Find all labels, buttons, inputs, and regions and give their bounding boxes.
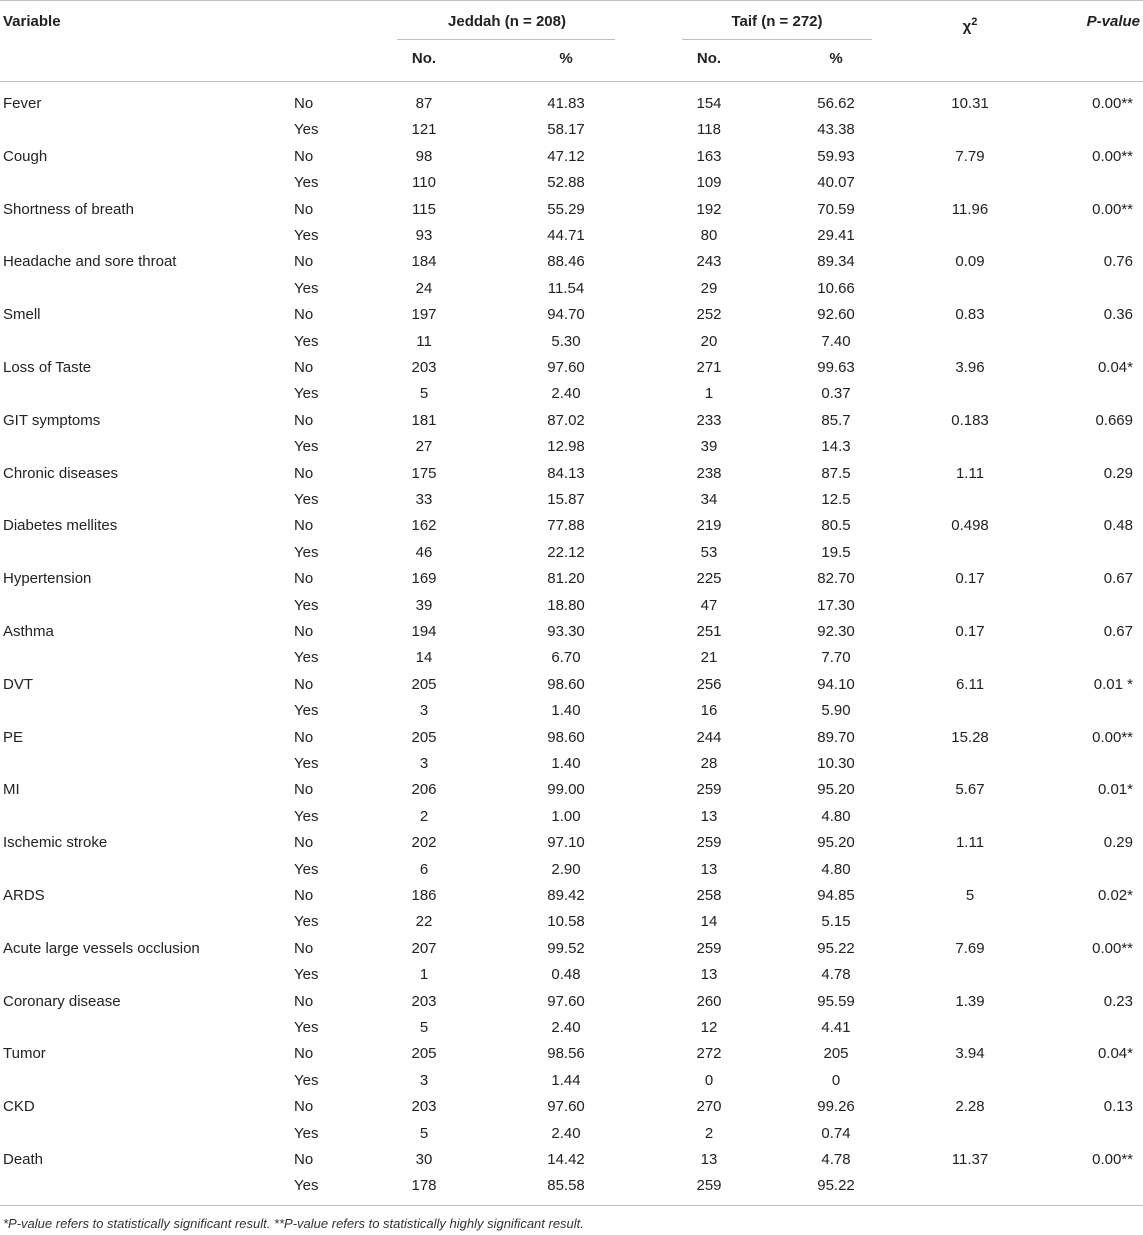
chi-square-value: 5 [965, 887, 975, 904]
subheader-taif-pct: % [829, 50, 843, 67]
jeddah-no-yes-row: 33 [415, 491, 433, 508]
taif-pct-no-row: 94.10 [817, 675, 855, 693]
taif-pct-no-row: 94.85 [817, 887, 855, 904]
taif-pct-no-row: 95.20 [817, 781, 855, 799]
jeddah-no-no-row: 169 [411, 570, 437, 588]
taif-no-yes-row: 12 [700, 1019, 718, 1036]
jeddah-no-yes-row: 3 [419, 702, 429, 720]
jeddah-no-yes-row: 24 [415, 279, 433, 297]
chi-square-value: 1.39 [955, 992, 985, 1010]
jeddah-no-no-row: 162 [411, 517, 437, 535]
jeddah-no-yes-row: 93 [415, 227, 433, 244]
jeddah-no-no-row: 197 [411, 306, 437, 324]
jeddah-pct-yes-row: 1.40 [551, 702, 581, 720]
taif-no-yes-row: 109 [696, 174, 722, 192]
p-value: 0.48 [1103, 517, 1133, 535]
chi-square-value: 10.31 [951, 95, 989, 112]
jeddah-no-no-row: 98 [415, 147, 433, 165]
p-value: 0.00** [1092, 728, 1133, 746]
p-value: 0.29 [1103, 834, 1133, 852]
taif-no-no-row: 271 [696, 359, 722, 376]
label-yes: Yes [294, 1071, 319, 1089]
label-no: No [294, 728, 314, 746]
label-yes: Yes [294, 1019, 319, 1036]
jeddah-pct-no-row: 14.42 [547, 1151, 585, 1168]
chi-square-value: 11.37 [951, 1151, 989, 1168]
variable-name: DVT [3, 675, 33, 693]
jeddah-no-yes-row: 3 [419, 755, 429, 772]
label-yes: Yes [294, 755, 319, 772]
variable-name: Ischemic stroke [3, 834, 108, 852]
jeddah-pct-yes-row: 44.71 [547, 227, 585, 244]
chi-square-value: 0.498 [951, 517, 989, 535]
taif-no-no-row: 270 [696, 1098, 722, 1116]
taif-pct-no-row: 80.5 [821, 517, 851, 535]
label-yes: Yes [294, 227, 319, 244]
jeddah-pct-yes-row: 1.00 [551, 807, 581, 825]
chi-square-value: 3.94 [955, 1045, 985, 1063]
taif-no-no-row: 244 [696, 728, 722, 746]
jeddah-pct-no-row: 55.29 [547, 200, 585, 218]
taif-pct-yes-row: 40.07 [817, 174, 855, 192]
p-value: 0.36 [1103, 306, 1133, 324]
variable-name: Cough [3, 147, 48, 165]
jeddah-pct-no-row: 97.60 [547, 992, 585, 1010]
jeddah-no-no-row: 87 [415, 95, 433, 112]
header-chi-square [963, 12, 978, 37]
taif-no-no-row: 219 [696, 517, 722, 535]
chi-square-value: 2.28 [955, 1098, 985, 1116]
jeddah-pct-yes-row: 2.40 [551, 1124, 581, 1142]
taif-no-no-row: 258 [696, 887, 722, 904]
p-value: 0.00** [1092, 939, 1133, 957]
taif-underline [682, 39, 872, 40]
taif-no-no-row: 259 [696, 939, 722, 957]
label-no: No [294, 95, 314, 112]
chi-square-value: 7.69 [955, 939, 985, 957]
jeddah-pct-yes-row: 2.40 [551, 385, 581, 403]
jeddah-no-yes-row: 14 [415, 649, 433, 667]
variable-name: Fever [3, 95, 42, 112]
taif-pct-yes-row: 7.40 [821, 332, 851, 350]
label-no: No [294, 570, 314, 588]
label-yes: Yes [294, 1177, 319, 1195]
taif-no-no-row: 233 [696, 411, 722, 429]
chi-square-value: 0.183 [951, 411, 989, 429]
p-value: 0.01 * [1093, 675, 1133, 693]
taif-pct-yes-row: 43.38 [817, 121, 855, 139]
label-yes: Yes [294, 1124, 319, 1142]
jeddah-no-no-row: 207 [411, 939, 437, 957]
taif-no-no-row: 260 [696, 992, 722, 1010]
jeddah-pct-yes-row: 58.17 [547, 121, 585, 139]
jeddah-no-yes-row: 46 [415, 543, 433, 561]
chi-square-value: 0.83 [955, 306, 985, 324]
taif-no-no-row: 259 [696, 834, 722, 852]
jeddah-no-no-row: 206 [411, 781, 437, 799]
variable-name: PE [3, 728, 24, 746]
taif-pct-no-row: 70.59 [817, 200, 855, 218]
taif-pct-no-row: 56.62 [817, 95, 855, 112]
taif-pct-yes-row: 95.22 [817, 1177, 855, 1195]
jeddah-underline [397, 39, 615, 40]
p-value: 0.13 [1103, 1098, 1133, 1116]
jeddah-pct-yes-row: 10.58 [547, 913, 585, 931]
label-yes: Yes [294, 913, 319, 931]
jeddah-pct-yes-row: 52.88 [547, 174, 585, 192]
jeddah-no-no-row: 175 [411, 464, 437, 482]
taif-pct-yes-row: 7.70 [821, 649, 851, 667]
jeddah-pct-yes-row: 15.87 [547, 491, 585, 508]
label-no: No [294, 1045, 314, 1063]
jeddah-pct-no-row: 97.60 [547, 359, 585, 376]
jeddah-pct-no-row: 97.60 [547, 1098, 585, 1116]
label-no: No [294, 834, 314, 852]
p-value: 0.00** [1092, 147, 1133, 165]
jeddah-pct-no-row: 98.60 [547, 728, 585, 746]
taif-pct-yes-row: 4.80 [821, 807, 851, 825]
jeddah-pct-no-row: 98.60 [547, 675, 585, 693]
label-yes: Yes [294, 491, 319, 508]
p-value: 0.76 [1103, 253, 1133, 271]
jeddah-pct-yes-row: 2.40 [551, 1019, 581, 1036]
taif-no-no-row: 252 [696, 306, 722, 324]
chi-square-value: 7.79 [955, 147, 985, 165]
jeddah-pct-yes-row: 1.44 [551, 1071, 581, 1089]
p-value: 0.01* [1097, 781, 1133, 799]
jeddah-pct-no-row: 99.52 [547, 939, 585, 957]
label-yes: Yes [294, 860, 319, 878]
taif-no-no-row: 238 [696, 464, 722, 482]
label-yes: Yes [294, 807, 319, 825]
label-no: No [294, 147, 314, 165]
label-no: No [294, 200, 314, 218]
variable-name: CKD [3, 1098, 35, 1116]
label-no: No [294, 623, 314, 640]
jeddah-pct-no-row: 94.70 [547, 306, 585, 324]
jeddah-no-no-row: 115 [412, 200, 436, 218]
taif-no-yes-row: 0 [704, 1071, 714, 1089]
taif-pct-no-row: 92.30 [817, 623, 855, 640]
taif-no-yes-row: 13 [700, 966, 718, 984]
taif-no-yes-row: 47 [700, 596, 718, 614]
taif-no-yes-row: 80 [700, 227, 718, 244]
subheader-jeddah-pct: % [559, 50, 573, 67]
label-yes: Yes [294, 279, 319, 297]
taif-no-yes-row: 13 [700, 807, 718, 825]
header-chi-text: $\chi^2$ [962, 16, 978, 35]
jeddah-no-yes-row: 110 [412, 174, 436, 192]
taif-pct-no-row: 95.22 [817, 939, 855, 957]
variable-name: Death [3, 1151, 44, 1168]
chi-square-value: 1.11 [955, 464, 985, 482]
taif-no-no-row: 163 [696, 147, 722, 165]
p-value: 0.67 [1103, 623, 1133, 640]
taif-pct-no-row: 99.63 [817, 359, 855, 376]
taif-pct-no-row: 95.20 [817, 834, 855, 852]
taif-no-yes-row: 21 [700, 649, 718, 667]
bottom-rule [0, 1205, 1143, 1206]
jeddah-pct-no-row: 93.30 [547, 623, 585, 640]
jeddah-pct-yes-row: 22.12 [547, 543, 585, 561]
taif-pct-yes-row: 0 [831, 1071, 841, 1089]
taif-pct-yes-row: 29.41 [817, 227, 855, 244]
jeddah-pct-no-row: 84.13 [547, 464, 585, 482]
jeddah-pct-yes-row: 11.54 [547, 279, 585, 297]
p-value: 0.04* [1097, 1045, 1133, 1063]
variable-name: Chronic diseases [3, 464, 119, 482]
label-no: No [294, 253, 314, 271]
taif-pct-yes-row: 4.78 [821, 966, 851, 984]
jeddah-no-yes-row: 5 [419, 385, 429, 403]
p-value: 0.00** [1092, 1151, 1133, 1168]
jeddah-no-yes-row: 5 [419, 1124, 429, 1142]
variable-name: Shortness of breath [3, 200, 134, 218]
variable-name: GIT symptoms [3, 411, 101, 429]
jeddah-pct-no-row: 41.83 [547, 95, 585, 112]
jeddah-pct-yes-row: 12.98 [547, 438, 585, 456]
chi-square-value: 5.67 [955, 781, 985, 799]
chi-square-value: 1.11 [955, 834, 985, 852]
taif-pct-yes-row: 10.30 [817, 755, 855, 772]
label-no: No [294, 939, 314, 957]
jeddah-no-yes-row: 2 [419, 807, 429, 825]
taif-pct-yes-row: 5.15 [821, 913, 851, 931]
footnote: *P-value refers to statistically significant result. **P-value refers to statistically highly significant result. [3, 1216, 584, 1231]
jeddah-no-no-row: 205 [411, 728, 437, 746]
chi-square-value: 3.96 [955, 359, 985, 376]
chi-square-value: 0.17 [955, 570, 985, 588]
jeddah-pct-yes-row: 6.70 [551, 649, 581, 667]
chi-square-value: 15.28 [951, 728, 989, 746]
jeddah-no-yes-row: 22 [415, 913, 433, 931]
jeddah-no-yes-row: 3 [419, 1071, 429, 1089]
chi-square-value: 11.96 [951, 200, 989, 218]
label-no: No [294, 1151, 314, 1168]
label-yes: Yes [294, 121, 319, 139]
label-no: No [294, 517, 314, 535]
label-no: No [294, 1098, 314, 1116]
taif-no-yes-row: 29 [700, 279, 718, 297]
variable-name: Tumor [3, 1045, 46, 1063]
label-no: No [294, 992, 314, 1010]
jeddah-pct-yes-row: 0.48 [551, 966, 581, 984]
taif-no-no-row: 13 [700, 1151, 718, 1168]
jeddah-no-no-row: 205 [411, 1045, 437, 1063]
jeddah-pct-no-row: 77.88 [547, 517, 585, 535]
jeddah-pct-no-row: 87.02 [547, 411, 585, 429]
p-value: 0.00** [1092, 95, 1133, 112]
jeddah-no-no-row: 186 [411, 887, 437, 904]
variable-name: ARDS [3, 887, 45, 904]
taif-no-yes-row: 259 [696, 1177, 722, 1195]
label-yes: Yes [294, 649, 319, 667]
jeddah-pct-no-row: 88.46 [547, 253, 585, 271]
jeddah-no-no-row: 203 [411, 992, 437, 1010]
jeddah-no-no-row: 202 [411, 834, 437, 852]
jeddah-pct-yes-row: 18.80 [547, 596, 585, 614]
p-value: 0.67 [1103, 570, 1133, 588]
taif-no-yes-row: 53 [700, 543, 718, 561]
label-yes: Yes [294, 438, 319, 456]
taif-no-no-row: 192 [696, 200, 722, 218]
chi-square-value: 6.11 [955, 675, 985, 693]
taif-no-yes-row: 118 [697, 121, 721, 139]
taif-no-no-row: 225 [696, 570, 722, 588]
label-yes: Yes [294, 543, 319, 561]
taif-no-no-row: 154 [696, 95, 722, 112]
taif-pct-no-row: 85.7 [821, 411, 851, 429]
jeddah-pct-no-row: 81.20 [547, 570, 585, 588]
jeddah-no-yes-row: 1 [419, 966, 429, 984]
taif-pct-no-row: 95.59 [817, 992, 855, 1010]
variable-name: MI [3, 781, 20, 799]
jeddah-no-no-row: 184 [411, 253, 437, 271]
variable-name: Asthma [3, 623, 54, 640]
jeddah-no-yes-row: 6 [419, 860, 429, 878]
taif-no-no-row: 259 [696, 781, 722, 799]
taif-no-no-row: 243 [696, 253, 722, 271]
label-no: No [294, 675, 314, 693]
taif-pct-no-row: 87.5 [821, 464, 851, 482]
jeddah-pct-yes-row: 1.40 [551, 755, 581, 772]
jeddah-pct-yes-row: 2.90 [551, 860, 581, 878]
jeddah-no-yes-row: 121 [411, 121, 437, 139]
jeddah-no-no-row: 194 [411, 623, 437, 640]
subheader-taif-no: No. [696, 50, 722, 67]
p-value: 0.00** [1092, 200, 1133, 218]
label-yes: Yes [294, 702, 319, 720]
jeddah-pct-no-row: 98.56 [547, 1045, 585, 1063]
subheader-jeddah-no: No. [411, 50, 437, 67]
header-jeddah-text: Jeddah (n = 208) [448, 13, 566, 30]
variable-name: Acute large vessels occlusion [3, 939, 200, 957]
taif-pct-yes-row: 19.5 [821, 543, 851, 561]
p-value: 0.02* [1097, 887, 1133, 904]
taif-pct-no-row: 4.78 [821, 1151, 851, 1168]
chi-square-value: 0.17 [955, 623, 985, 640]
taif-pct-yes-row: 10.66 [817, 279, 855, 297]
p-value: 0.669 [1095, 411, 1133, 429]
label-no: No [294, 781, 314, 799]
taif-pct-no-row: 99.26 [817, 1098, 855, 1116]
taif-pct-no-row: 82.70 [817, 570, 855, 588]
p-value: 0.29 [1103, 464, 1133, 482]
header-jeddah [448, 12, 566, 32]
jeddah-no-no-row: 203 [411, 359, 437, 376]
taif-no-yes-row: 28 [700, 755, 718, 772]
jeddah-pct-no-row: 89.42 [547, 887, 585, 904]
taif-pct-no-row: 59.93 [817, 147, 855, 165]
taif-pct-yes-row: 5.90 [821, 702, 851, 720]
label-no: No [294, 464, 314, 482]
label-yes: Yes [294, 332, 319, 350]
taif-no-yes-row: 39 [700, 438, 718, 456]
taif-no-yes-row: 20 [700, 332, 718, 350]
taif-pct-yes-row: 4.41 [821, 1019, 851, 1036]
header-taif-text: Taif (n = 272) [731, 13, 823, 30]
label-yes: Yes [294, 596, 319, 614]
taif-pct-yes-row: 0.74 [821, 1124, 851, 1142]
taif-no-yes-row: 34 [700, 491, 718, 508]
jeddah-pct-no-row: 97.10 [547, 834, 585, 852]
variable-name: Smell [3, 306, 41, 324]
taif-pct-yes-row: 12.5 [821, 491, 851, 508]
header-rule [0, 81, 1143, 82]
jeddah-no-yes-row: 11 [416, 332, 432, 350]
taif-pct-no-row: 205 [823, 1045, 849, 1063]
jeddah-pct-no-row: 99.00 [547, 781, 585, 799]
variable-name: Diabetes mellites [3, 517, 118, 535]
taif-no-yes-row: 13 [700, 860, 718, 878]
p-value: 0.04* [1097, 359, 1133, 376]
label-no: No [294, 306, 314, 324]
label-no: No [294, 411, 314, 429]
jeddah-pct-yes-row: 5.30 [551, 332, 581, 350]
label-no: No [294, 887, 314, 904]
taif-pct-yes-row: 0.37 [821, 385, 851, 403]
jeddah-pct-no-row: 47.12 [547, 147, 585, 165]
jeddah-pct-yes-row: 85.58 [547, 1177, 585, 1195]
p-value: 0.23 [1103, 992, 1133, 1010]
taif-no-yes-row: 2 [704, 1124, 714, 1142]
variable-name: Headache and sore throat [3, 253, 177, 271]
header-p-value [1040, 12, 1140, 32]
jeddah-no-yes-row: 39 [415, 596, 433, 614]
taif-no-yes-row: 1 [704, 385, 714, 403]
jeddah-no-no-row: 203 [411, 1098, 437, 1116]
jeddah-no-no-row: 30 [415, 1151, 433, 1168]
jeddah-no-no-row: 181 [411, 411, 437, 429]
taif-pct-no-row: 89.34 [817, 253, 855, 271]
taif-no-no-row: 251 [696, 623, 722, 640]
taif-pct-no-row: 89.70 [817, 728, 855, 746]
taif-pct-yes-row: 4.80 [821, 860, 851, 878]
taif-no-no-row: 256 [696, 675, 722, 693]
jeddah-no-yes-row: 5 [419, 1019, 429, 1036]
chi-superscript: 2 [971, 16, 978, 28]
variable-name: Coronary disease [3, 992, 121, 1010]
taif-no-no-row: 272 [696, 1045, 722, 1063]
variable-name: Loss of Taste [3, 359, 92, 376]
label-yes: Yes [294, 174, 319, 192]
header-taif [732, 12, 823, 32]
taif-pct-yes-row: 14.3 [821, 438, 851, 456]
label-yes: Yes [294, 385, 319, 403]
taif-no-yes-row: 16 [700, 702, 718, 720]
jeddah-no-no-row: 205 [411, 675, 437, 693]
taif-no-yes-row: 14 [700, 913, 718, 931]
top-rule [0, 0, 1143, 1]
header-variable: Variable [3, 13, 61, 30]
taif-pct-yes-row: 17.30 [817, 596, 855, 614]
taif-pct-no-row: 92.60 [817, 306, 855, 324]
label-yes: Yes [294, 966, 319, 984]
label-no: No [294, 359, 314, 376]
chi-square-value: 0.09 [955, 253, 985, 271]
jeddah-no-yes-row: 27 [415, 438, 433, 456]
jeddah-no-yes-row: 178 [411, 1177, 437, 1195]
header-p-text: P-value [1086, 13, 1140, 30]
variable-name: Hypertension [3, 570, 92, 588]
